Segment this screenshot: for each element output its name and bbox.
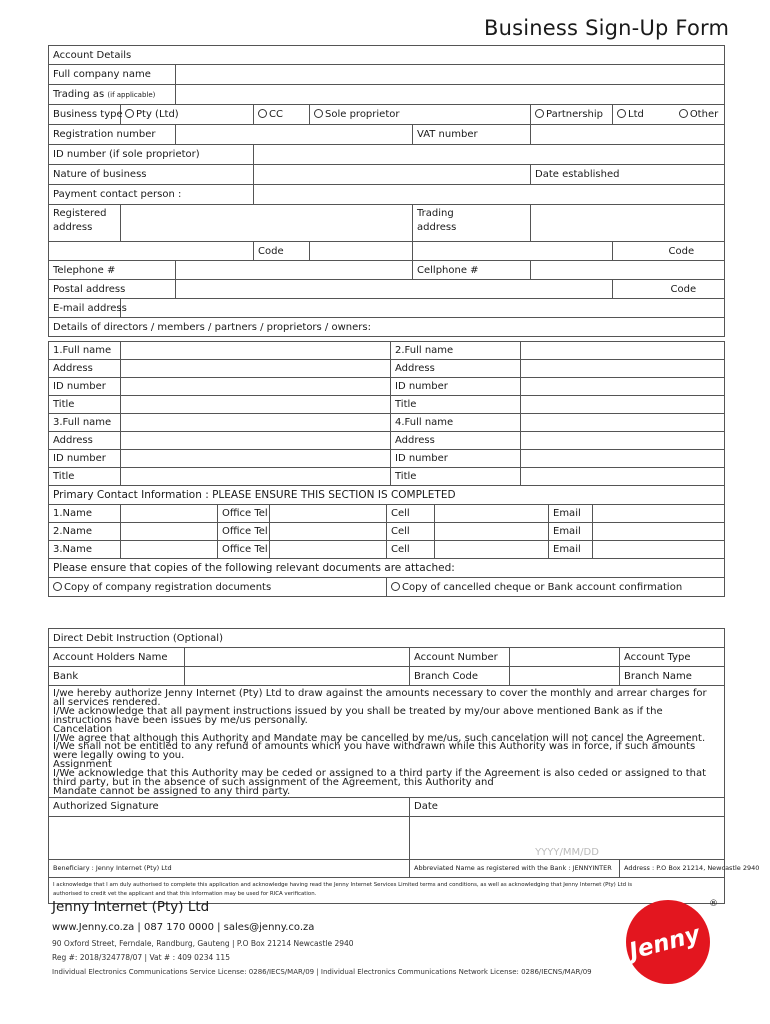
acknowledgement-text: I acknowledge that I am duly authorised to complete this application and acknowledge having read the Jenny Internet Services Limited terms and conditions, as well as acknowledging that Jenny Internet (Pty) Ltd is authorised to credit vet the applicant and that this information may be used for RICA verification.: [49, 877, 725, 903]
signature-field[interactable]: [49, 816, 410, 859]
footer-contact: www.Jenny.co.za | 087 170 0000 | sales@jenny.co.za: [52, 922, 315, 933]
director-3-id-label: ID number: [49, 450, 121, 468]
svg-text:®: ®: [709, 899, 718, 909]
trading-as-field[interactable]: [176, 85, 725, 105]
jenny-logo: [620, 890, 720, 990]
contact-3-cell-label: Cell: [387, 541, 435, 559]
contact-2-email-label: Email: [549, 523, 593, 541]
director-1-id-field[interactable]: [121, 378, 391, 396]
branch-code-field[interactable]: [510, 667, 620, 686]
account-holders-name-label: Account Holders Name: [49, 648, 185, 667]
director-3-title-field[interactable]: [121, 468, 391, 486]
director-3-id-field[interactable]: [121, 450, 391, 468]
nature-of-business-field[interactable]: [254, 165, 531, 185]
contact-1-cell-field[interactable]: [435, 505, 549, 523]
radio-icon: [679, 109, 688, 118]
director-1-title-label: Title: [49, 396, 121, 414]
director-4-address-label: Address: [391, 432, 521, 450]
footer-registration: Reg #: 2018/324778/07 | Vat # : 409 0234 115: [52, 953, 230, 962]
contact-3-label: 3.Name: [49, 541, 121, 559]
trading-address-line2[interactable]: [413, 242, 613, 261]
director-2-name-field[interactable]: [521, 342, 725, 360]
primary-contact-table: [48, 485, 725, 597]
director-2-name-label: 2.Full name: [391, 342, 521, 360]
contact-2-office-field[interactable]: [270, 523, 387, 541]
contact-2-email-field[interactable]: [593, 523, 725, 541]
bt-pty-option[interactable]: Pty (Ltd): [121, 105, 254, 125]
postal-address-field[interactable]: [176, 280, 613, 299]
contact-1-office-field[interactable]: [270, 505, 387, 523]
radio-icon: [125, 109, 134, 118]
contact-2-cell-label: Cell: [387, 523, 435, 541]
directors-heading: Details of directors / members / partners / proprietors / owners:: [49, 318, 725, 337]
id-number-sole-field[interactable]: [254, 145, 725, 165]
contact-1-label: 1.Name: [49, 505, 121, 523]
director-1-name-label: 1.Full name: [49, 342, 121, 360]
direct-debit-table: [48, 628, 760, 904]
email-address-field[interactable]: [121, 299, 725, 318]
vat-number-field[interactable]: [531, 125, 725, 145]
contact-3-name-field[interactable]: [121, 541, 218, 559]
footer-address: 90 Oxford Street, Ferndale, Randburg, Gauteng | P.O Box 21214 Newcastle 2940: [52, 939, 354, 948]
contact-2-office-label: Office Tel: [218, 523, 270, 541]
footer-company-name: Jenny Internet (Pty) Ltd: [52, 899, 210, 915]
payment-contact-label: Payment contact person :: [49, 185, 254, 205]
registered-address-field[interactable]: [121, 205, 413, 242]
contact-3-email-field[interactable]: [593, 541, 725, 559]
bt-cc-option[interactable]: CC: [254, 105, 310, 125]
director-1-address-label: Address: [49, 360, 121, 378]
business-type-label: Business type: [49, 105, 121, 125]
director-1-title-field[interactable]: [121, 396, 391, 414]
registered-address-label: Registered address: [49, 205, 121, 242]
radio-icon: [53, 582, 62, 591]
account-number-label: Account Number: [410, 648, 510, 667]
director-4-title-field[interactable]: [521, 468, 725, 486]
svg-text:Jenny: Jenny: [626, 921, 703, 966]
branch-name-label: Branch Name: [620, 667, 725, 686]
contact-2-cell-field[interactable]: [435, 523, 549, 541]
radio-icon: [617, 109, 626, 118]
contact-1-email-field[interactable]: [593, 505, 725, 523]
contact-3-cell-field[interactable]: [435, 541, 549, 559]
director-3-name-field[interactable]: [121, 414, 391, 432]
account-number-field[interactable]: [510, 648, 620, 667]
contact-3-office-field[interactable]: [270, 541, 387, 559]
trading-as-label: Trading as (if applicable): [49, 85, 176, 105]
bank-label: Bank: [49, 667, 185, 686]
telephone-label: Telephone #: [49, 261, 176, 280]
primary-contact-heading: Primary Contact Information : PLEASE ENSURE THIS SECTION IS COMPLETED: [49, 486, 725, 505]
contact-2-label: 2.Name: [49, 523, 121, 541]
director-4-name-label: 4.Full name: [391, 414, 521, 432]
account-type-label: Account Type: [620, 648, 725, 667]
abbreviated-name-text: Abbreviated Name as registered with the Bank : JENNYINTER: [410, 859, 620, 877]
doc-bank-confirmation-option[interactable]: Copy of cancelled cheque or Bank account confirmation: [387, 578, 725, 597]
director-2-title-label: Title: [391, 396, 521, 414]
full-company-name-label: Full company name: [49, 65, 176, 85]
contact-1-name-field[interactable]: [121, 505, 218, 523]
contact-1-email-label: Email: [549, 505, 593, 523]
account-details-heading: Account Details: [49, 46, 725, 65]
director-3-address-field[interactable]: [121, 432, 391, 450]
payment-contact-field[interactable]: [254, 185, 725, 205]
trading-code-label: Code: [613, 242, 725, 261]
director-3-name-label: 3.Full name: [49, 414, 121, 432]
id-number-sole-label: ID number (if sole proprietor): [49, 145, 254, 165]
bt-ltd-other-options[interactable]: Ltd Other: [613, 105, 725, 125]
radio-icon: [258, 109, 267, 118]
date-field[interactable]: YYYY/MM/DD: [410, 816, 725, 859]
radio-icon: [535, 109, 544, 118]
postal-address-label: Postal address: [49, 280, 176, 299]
director-2-title-field[interactable]: [521, 396, 725, 414]
email-address-label: E-mail address: [49, 299, 121, 318]
beneficiary-text: Beneficiary : Jenny Internet (Pty) Ltd: [49, 859, 410, 877]
director-2-id-label: ID number: [391, 378, 521, 396]
director-1-id-label: ID number: [49, 378, 121, 396]
account-details-table: [48, 45, 725, 337]
full-company-name-field[interactable]: [176, 65, 725, 85]
bt-sole-option[interactable]: Sole proprietor: [310, 105, 531, 125]
director-1-address-field[interactable]: [121, 360, 391, 378]
vat-number-label: VAT number: [413, 125, 531, 145]
bt-partnership-option[interactable]: Partnership: [531, 105, 613, 125]
date-label: Date: [410, 797, 725, 816]
director-3-address-label: Address: [49, 432, 121, 450]
contact-2-name-field[interactable]: [121, 523, 218, 541]
telephone-field[interactable]: [176, 261, 413, 280]
bank-address-text: Address : P.O Box 21214, Newcastle 2940: [620, 859, 725, 877]
radio-icon: [314, 109, 323, 118]
branch-code-label: Branch Code: [410, 667, 510, 686]
contact-1-office-label: Office Tel: [218, 505, 270, 523]
registration-number-field[interactable]: [176, 125, 413, 145]
director-2-address-field[interactable]: [521, 360, 725, 378]
mandate-terms: I/we hereby authorize Jenny Internet (Pty) Ltd to draw against the amounts necessary to cover the monthly and arrear charges for all services rendered. I/We acknowledge that all payment instructions issued by you shall be treated by my/our above mentioned Bank as if the instructions have been issues by me/us personally. Cancelation I/We agree that although this Authority and Mandate may be cancelled by me/us, such cancelation will not cancel the Agreement. I/We shall not be entitled to any refund of amounts which you have withdrawn while this Authority was in force, if such amounts were legally owing to you. Assignment I/We acknowledge that this Authority may be ceded or assigned to a third party if the Agreement is also ceded or assigned to that third party, but in the absence of such assignment of the Agreement, this Authority and Mandate cannot be assigned to any third party.: [49, 686, 725, 798]
director-4-name-field[interactable]: [521, 414, 725, 432]
director-3-title-label: Title: [49, 468, 121, 486]
postal-code-label: Code: [613, 280, 725, 299]
trading-address-label: Trading address: [413, 205, 531, 242]
bank-field[interactable]: [185, 667, 410, 686]
footer-license: Individual Electronics Communications Service License: 0286/IECS/MAR/09 | Individual Electronics Communications Network License: 0286/IECNS/MAR/09: [52, 968, 592, 976]
direct-debit-heading: Direct Debit Instruction (Optional): [49, 629, 725, 648]
director-4-title-label: Title: [391, 468, 521, 486]
account-holders-name-field[interactable]: [185, 648, 410, 667]
director-4-address-field[interactable]: [521, 432, 725, 450]
contact-3-office-label: Office Tel: [218, 541, 270, 559]
nature-of-business-label: Nature of business: [49, 165, 254, 185]
radio-icon: [391, 582, 400, 591]
director-2-address-label: Address: [391, 360, 521, 378]
doc-company-registration-option[interactable]: Copy of company registration documents: [49, 578, 387, 597]
contact-3-email-label: Email: [549, 541, 593, 559]
directors-table: [48, 341, 725, 486]
registration-number-label: Registration number: [49, 125, 176, 145]
registered-code-label: Code: [254, 242, 310, 261]
documents-heading: Please ensure that copies of the following relevant documents are attached:: [49, 559, 725, 578]
cellphone-label: Cellphone #: [413, 261, 531, 280]
director-1-name-field[interactable]: [121, 342, 391, 360]
form-title: Business Sign-Up Form: [484, 16, 730, 40]
authorized-signature-label: Authorized Signature: [49, 797, 410, 816]
director-4-id-label: ID number: [391, 450, 521, 468]
contact-1-cell-label: Cell: [387, 505, 435, 523]
registered-code-field[interactable]: [310, 242, 413, 261]
cellphone-field[interactable]: [531, 261, 725, 280]
trading-address-field[interactable]: [531, 205, 725, 242]
registered-address-line2[interactable]: [49, 242, 254, 261]
director-4-id-field[interactable]: [521, 450, 725, 468]
director-2-id-field[interactable]: [521, 378, 725, 396]
date-established-label: Date established: [531, 165, 725, 185]
